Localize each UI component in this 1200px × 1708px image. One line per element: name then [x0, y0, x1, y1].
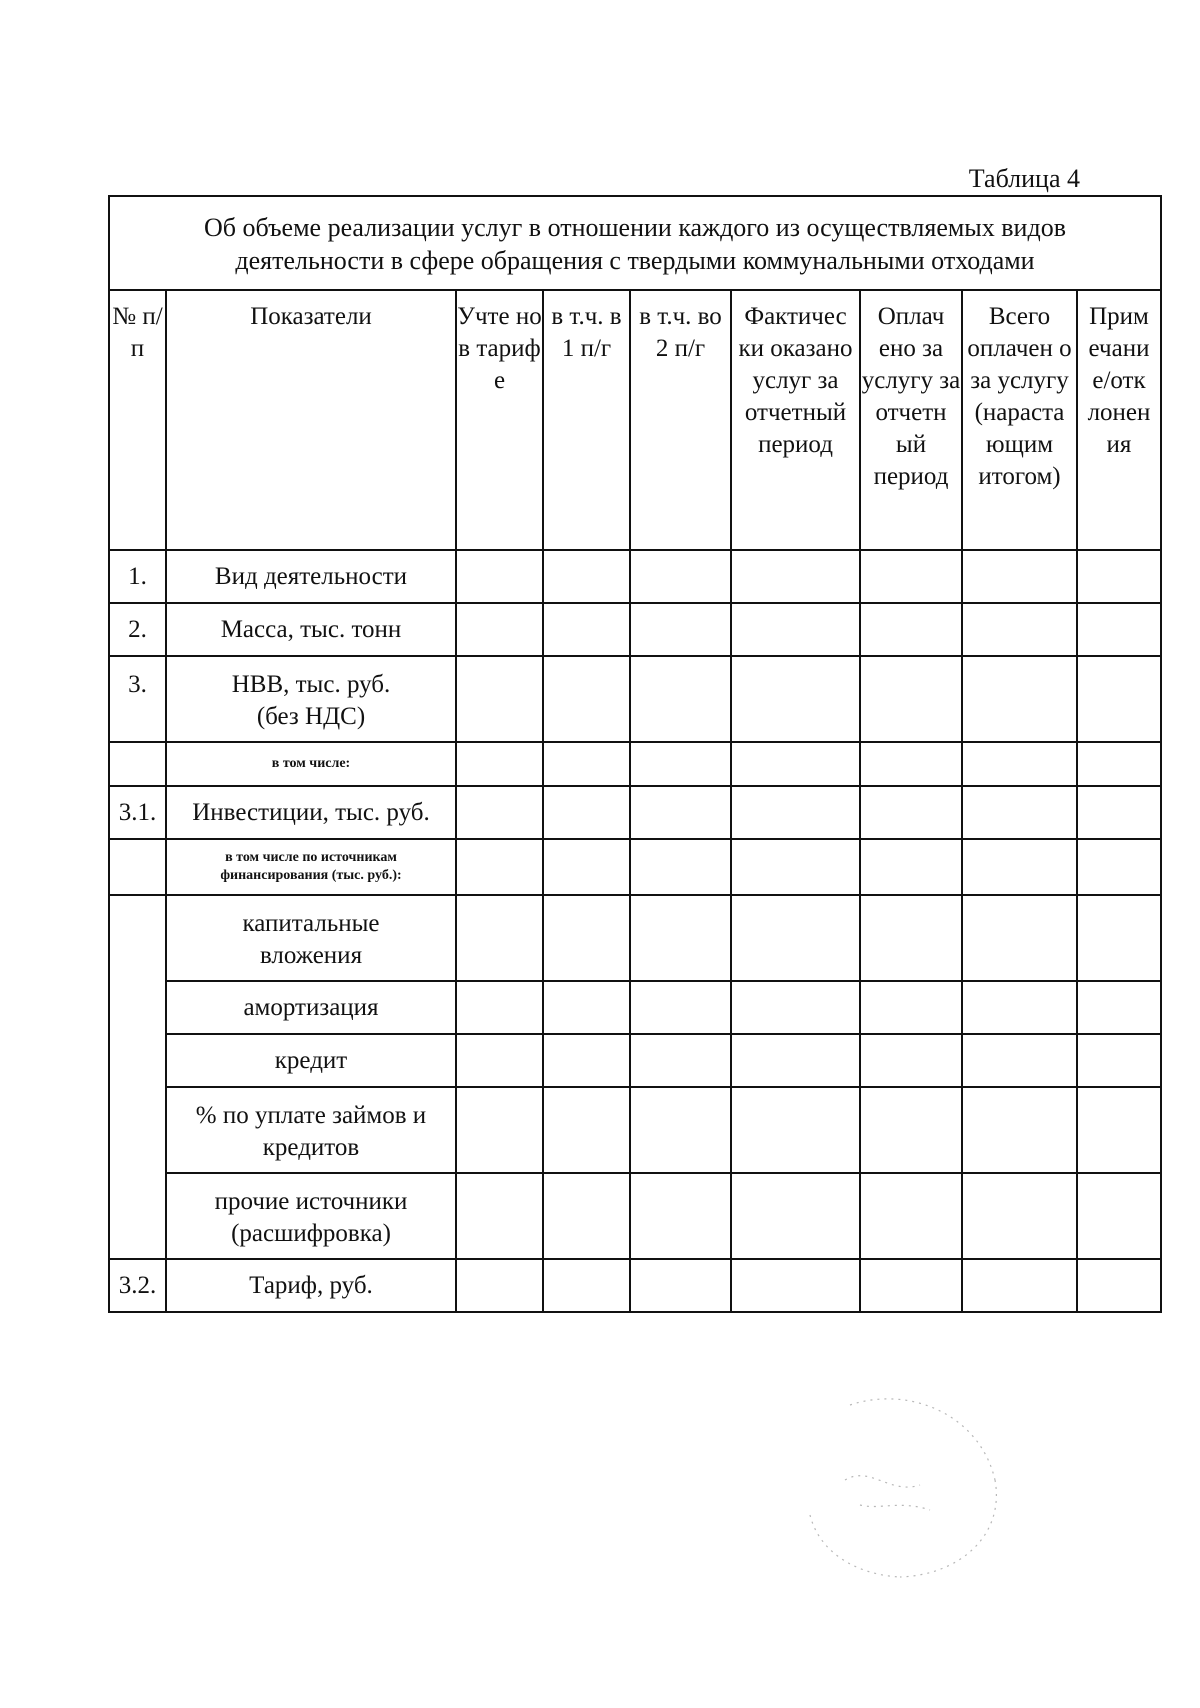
cell-half1 [543, 550, 630, 603]
cell-paid [860, 895, 962, 981]
cell-paid [860, 786, 962, 839]
header-half1: в т.ч. в 1 п/г [543, 290, 630, 550]
table-caption: Об объеме реализации услуг в отношении каждого из осуществляемых видов деятельности в сфере обращения с твердыми коммунальными отходами [109, 196, 1161, 290]
cell-paid [860, 550, 962, 603]
cell-half2 [630, 603, 731, 656]
cell-half1 [543, 742, 630, 786]
cell-actual [731, 742, 860, 786]
header-note: Прим ечани е/отк лонен ия [1077, 290, 1161, 550]
cell-actual [731, 981, 860, 1034]
row-label: Вид деятельности [166, 550, 456, 603]
cell-in-tariff [456, 1259, 543, 1312]
cell-half2 [630, 786, 731, 839]
cell-total-paid [962, 981, 1077, 1034]
cell-total-paid [962, 742, 1077, 786]
cell-note [1077, 1087, 1161, 1173]
cell-total-paid [962, 603, 1077, 656]
cell-note [1077, 656, 1161, 742]
cell-in-tariff [456, 981, 543, 1034]
row-label: прочие источники (расшифровка) [166, 1173, 456, 1259]
table-row [109, 1087, 1161, 1173]
row-label: амортизация [166, 981, 456, 1034]
cell-half1 [543, 981, 630, 1034]
header-in-tariff: Учте но в тариф е [456, 290, 543, 550]
cell-total-paid [962, 656, 1077, 742]
cell-paid [860, 1034, 962, 1087]
cell-half1 [543, 1034, 630, 1087]
row-label: в том числе: [166, 742, 456, 786]
table-row [109, 550, 1161, 603]
row-num: 1. [109, 550, 166, 603]
cell-total-paid [962, 786, 1077, 839]
cell-paid [860, 603, 962, 656]
cell-actual [731, 1087, 860, 1173]
cell-half2 [630, 656, 731, 742]
header-indicator: Показатели [166, 290, 456, 550]
services-volume-table [108, 195, 1162, 1313]
cell-actual [731, 1034, 860, 1087]
row-label: Тариф, руб. [166, 1259, 456, 1312]
row-label: % по уплате займов и кредитов [166, 1087, 456, 1173]
cell-total-paid [962, 1087, 1077, 1173]
header-half2: в т.ч. во 2 п/г [630, 290, 731, 550]
cell-note [1077, 742, 1161, 786]
cell-half2 [630, 550, 731, 603]
header-num: № п/п [109, 290, 166, 550]
cell-total-paid [962, 550, 1077, 603]
table-caption-row [109, 196, 1161, 290]
cell-paid [860, 1259, 962, 1312]
cell-half1 [543, 1259, 630, 1312]
cell-in-tariff [456, 603, 543, 656]
table-row [109, 895, 1161, 981]
cell-paid [860, 1173, 962, 1259]
row-label: кредит [166, 1034, 456, 1087]
table-row [109, 1259, 1161, 1312]
row-num: 3.1. [109, 786, 166, 839]
table-row [109, 742, 1161, 786]
cell-half1 [543, 656, 630, 742]
cell-half2 [630, 1034, 731, 1087]
cell-note [1077, 1173, 1161, 1259]
cell-in-tariff [456, 839, 543, 895]
table-row [109, 1034, 1161, 1087]
row-num: 3.2. [109, 1259, 166, 1312]
cell-paid [860, 981, 962, 1034]
cell-note [1077, 1259, 1161, 1312]
cell-paid [860, 742, 962, 786]
header-row [109, 290, 1161, 550]
table-number-label: Таблица 4 [968, 164, 1080, 193]
cell-note [1077, 786, 1161, 839]
cell-in-tariff [456, 895, 543, 981]
cell-actual [731, 656, 860, 742]
faded-stamp-mark [790, 1385, 1010, 1585]
cell-half1 [543, 603, 630, 656]
table-row [109, 1173, 1161, 1259]
cell-actual [731, 1259, 860, 1312]
table-row [109, 839, 1161, 895]
cell-actual [731, 786, 860, 839]
cell-paid [860, 656, 962, 742]
cell-note [1077, 981, 1161, 1034]
header-total-paid: Всего оплачен о за услугу (нараста ющим итогом) [962, 290, 1077, 550]
cell-paid [860, 1087, 962, 1173]
cell-in-tariff [456, 550, 543, 603]
cell-half2 [630, 895, 731, 981]
cell-half1 [543, 1173, 630, 1259]
cell-half2 [630, 839, 731, 895]
cell-note [1077, 895, 1161, 981]
cell-actual [731, 550, 860, 603]
cell-total-paid [962, 1034, 1077, 1087]
cell-note [1077, 550, 1161, 603]
cell-total-paid [962, 839, 1077, 895]
cell-half2 [630, 1087, 731, 1173]
cell-in-tariff [456, 1087, 543, 1173]
cell-note [1077, 603, 1161, 656]
row-num: 3. [109, 656, 166, 742]
row-label: капитальные вложения [166, 895, 456, 981]
cell-total-paid [962, 1259, 1077, 1312]
cell-actual [731, 895, 860, 981]
table-row [109, 603, 1161, 656]
cell-in-tariff [456, 1173, 543, 1259]
cell-in-tariff [456, 656, 543, 742]
cell-actual [731, 603, 860, 656]
cell-half2 [630, 1173, 731, 1259]
cell-note [1077, 839, 1161, 895]
cell-paid [860, 839, 962, 895]
row-num [109, 742, 166, 786]
cell-in-tariff [456, 1034, 543, 1087]
table-row [109, 981, 1161, 1034]
header-paid: Оплач ено за услугу за отчетн ый период [860, 290, 962, 550]
table-row [109, 656, 1161, 742]
cell-actual [731, 1173, 860, 1259]
row-label: Инвестиции, тыс. руб. [166, 786, 456, 839]
row-label: в том числе по источникам финансирования (тыс. руб.): [166, 839, 456, 895]
row-label: Масса, тыс. тонн [166, 603, 456, 656]
cell-half2 [630, 981, 731, 1034]
row-num-group [109, 895, 166, 1259]
cell-half1 [543, 895, 630, 981]
cell-half2 [630, 742, 731, 786]
row-label: НВВ, тыс. руб. (без НДС) [166, 656, 456, 742]
cell-note [1077, 1034, 1161, 1087]
cell-total-paid [962, 895, 1077, 981]
table-row [109, 786, 1161, 839]
cell-in-tariff [456, 742, 543, 786]
header-actual: Фактичес ки оказано услуг за отчетный период [731, 290, 860, 550]
cell-half1 [543, 1087, 630, 1173]
cell-half1 [543, 786, 630, 839]
cell-half2 [630, 1259, 731, 1312]
cell-in-tariff [456, 786, 543, 839]
cell-half1 [543, 839, 630, 895]
cell-total-paid [962, 1173, 1077, 1259]
row-num [109, 839, 166, 895]
row-num: 2. [109, 603, 166, 656]
cell-actual [731, 839, 860, 895]
